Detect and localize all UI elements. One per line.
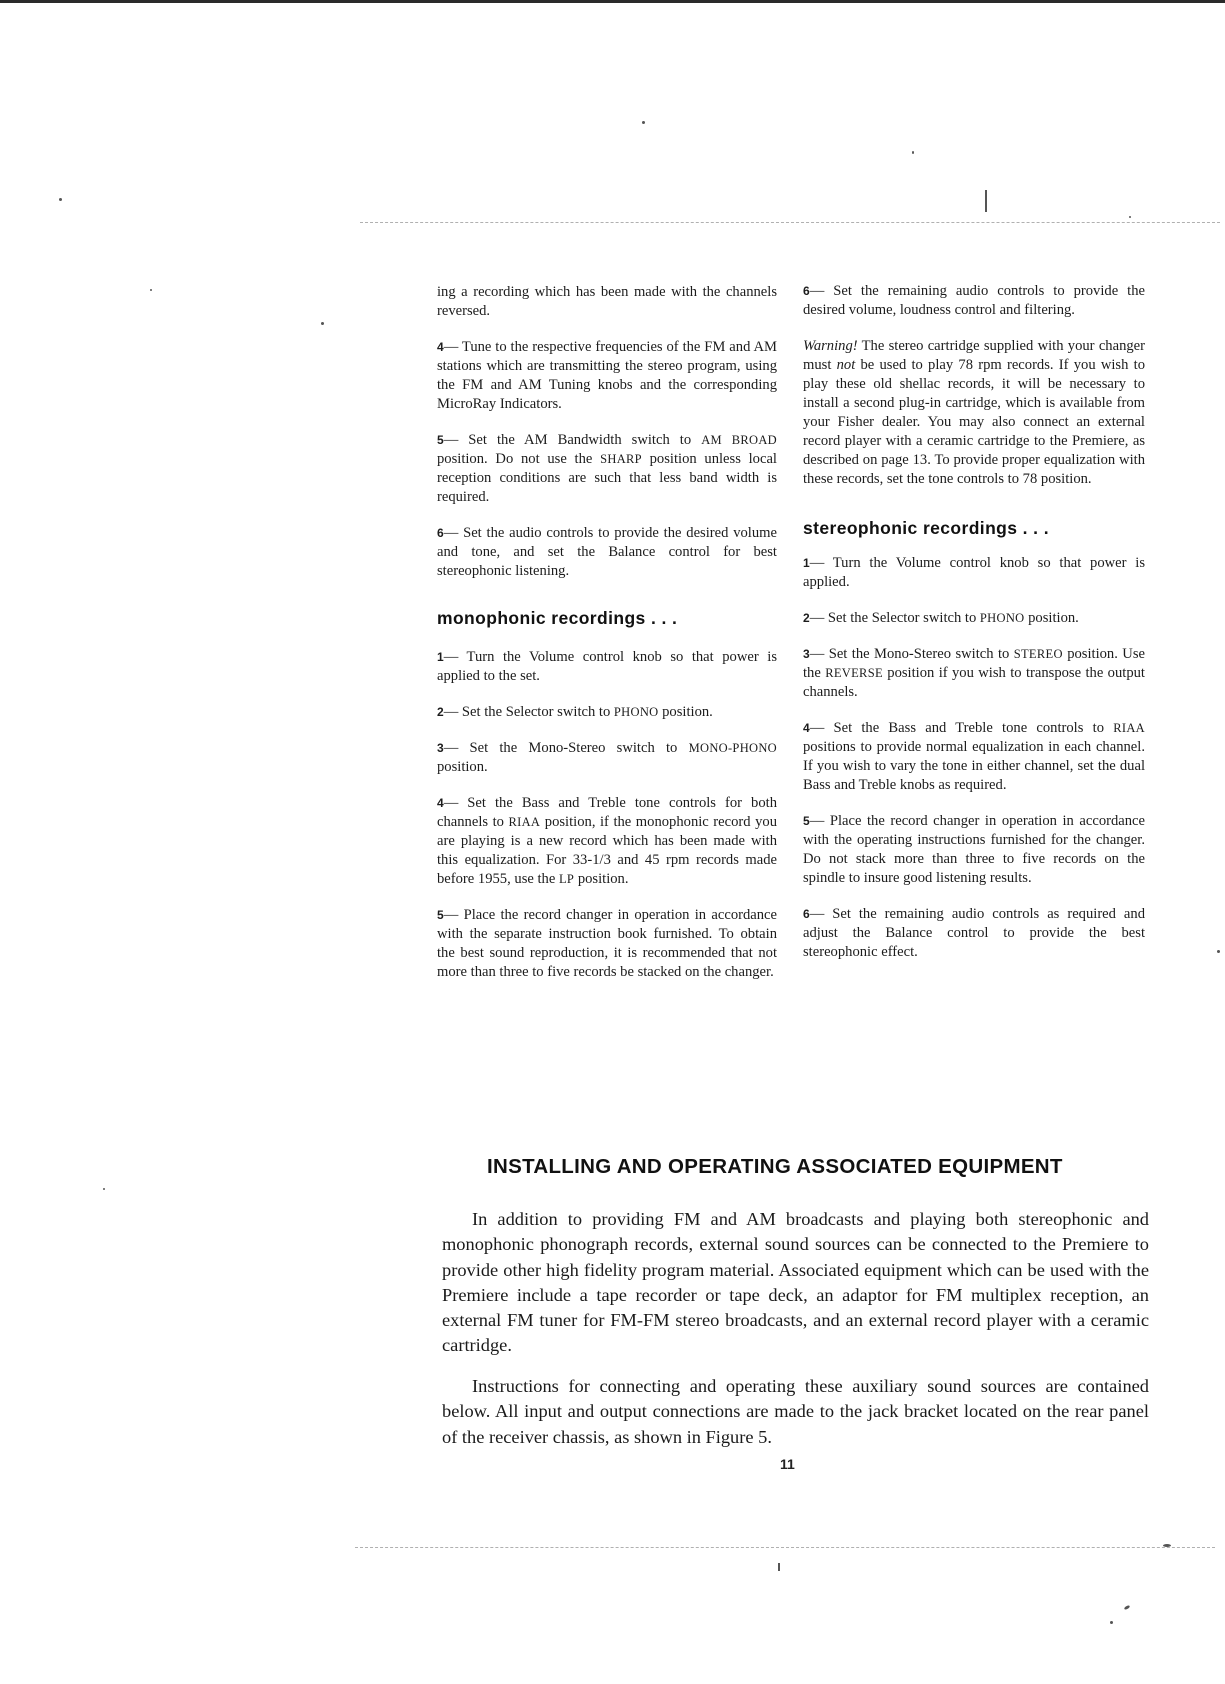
scan-speck [321, 322, 324, 325]
step-5-bandwidth [437, 431, 777, 507]
left-column [437, 283, 777, 999]
step-number: 4 [803, 721, 810, 735]
step-number: 3 [437, 741, 444, 755]
scan-speck [59, 198, 62, 201]
step-number: 3 [803, 647, 810, 661]
step-text: position. Use the [803, 646, 1145, 681]
control-position-label: MONO-PHONO [688, 741, 777, 755]
scan-speck [103, 1188, 105, 1190]
scan-speck [1217, 950, 1220, 953]
step-number: 6 [437, 526, 444, 540]
stereo-step-2 [803, 609, 1145, 628]
stereophonic-subheading: stereophonic recordings . . . [803, 518, 1049, 538]
step-text: — Place the record changer in operation in accordance with the separate instruction book furnished. To obtain the best sound reproduction, it is recommended that not more than three to five records be stacked on the changer. [437, 907, 777, 980]
mono-step-1 [437, 648, 777, 686]
step-number: 5 [803, 814, 810, 828]
control-position-label: REVERSE [825, 666, 883, 680]
control-position-label: LP [558, 872, 575, 886]
step-number: 2 [803, 611, 810, 625]
step-text: — Set the Bass and Treble tone controls to [809, 720, 1114, 736]
step-text: — Turn the Volume control knob so that power is applied. [803, 555, 1145, 590]
stereo-step-3 [803, 645, 1145, 702]
continuation-paragraph: ing a recording which has been made with the channels reversed. [437, 284, 777, 319]
warning-paragraph [803, 337, 1145, 489]
scan-speck [778, 1563, 780, 1571]
warning-label: Warning! [803, 338, 858, 354]
step-text: — Set the Selector switch to [443, 704, 614, 720]
step-text: — Set the Selector switch to [809, 610, 980, 626]
step-6-audio [437, 524, 777, 581]
step-text: position, if the monophonic record you are playing is a new record which has been made with this equalization. For 33-1/3 and 45 rpm records made before 1955, use the [437, 814, 777, 887]
control-position-label: RIAA [1113, 721, 1145, 735]
top-rule [360, 222, 1220, 224]
control-position-label: PHONO [613, 705, 659, 719]
mono-step-5 [437, 906, 777, 982]
scan-speck [642, 121, 645, 124]
mono-step-3 [437, 739, 777, 777]
warning-emphasis: not [836, 357, 856, 373]
mono-step-2 [437, 703, 777, 722]
step-number: 2 [437, 705, 444, 719]
control-position-label: RIAA [508, 815, 541, 829]
intro-paragraph-text: In addition to providing FM and AM broadcasts and playing both stereophonic and monophonic phonograph records, external sound sources can be connected to the Premiere to provide other high fidelity program material. Associated equipment which can be used with the Premiere include a tape recorder or tape deck, an adaptor for FM multiplex reception, an external FM tuner for FM-FM stereo broadcasts, and an external record player with a ceramic cartridge. [442, 1209, 1149, 1356]
step-number: 5 [437, 908, 444, 922]
step-4-tune [437, 338, 777, 414]
stereo-step-6 [803, 905, 1145, 962]
step-text: position if you wish to transpose the output channels. [803, 665, 1145, 700]
step-number: 1 [803, 556, 810, 570]
step-6-remaining-controls [803, 282, 1145, 320]
page-top-edge [0, 0, 1225, 3]
warning-text: The stereo cartridge supplied with your changer must [803, 338, 1145, 373]
step-text: position. [658, 704, 713, 720]
control-position-label: PHONO [979, 611, 1025, 625]
scan-speck [912, 151, 914, 154]
step-text: position. Do not use the [437, 451, 601, 467]
control-position-label: SHARP [600, 452, 642, 466]
scan-speck [1124, 1605, 1131, 1611]
step-text: — Set the Mono-Stereo switch to [809, 646, 1014, 662]
stereo-step-4 [803, 719, 1145, 795]
step-text: — Set the remaining audio controls as required and adjust the Balance control to provide the best stereophonic effect. [803, 906, 1145, 960]
step-text: — Turn the Volume control knob so that power is applied to the set. [437, 649, 777, 684]
step-number: 1 [437, 650, 444, 664]
scan-speck [1129, 216, 1131, 218]
step-text: — Set the Bass and Treble tone controls for both channels to [437, 795, 777, 830]
scan-speck [1110, 1621, 1113, 1624]
scan-speck [1163, 1544, 1171, 1547]
instructions-paragraph-text: Instructions for connecting and operating these auxiliary sound sources are contained below. All input and output connections are made to the jack bracket located on the rear panel of the receiver chassis, as shown in Figure 5. [442, 1376, 1149, 1447]
page-number: 11 [780, 1456, 795, 1472]
monophonic-subheading: monophonic recordings . . . [437, 608, 678, 628]
step-number: 6 [803, 907, 810, 921]
mono-step-4 [437, 794, 777, 889]
step-text: — Set the remaining audio controls to provide the desired volume, loudness control and filtering. [803, 283, 1145, 318]
step-number: 5 [437, 433, 444, 447]
control-position-label: STEREO [1013, 647, 1063, 661]
instructions-paragraph [442, 1374, 1149, 1450]
step-text: position. [1024, 610, 1079, 626]
stereo-step-5 [803, 812, 1145, 888]
step-number: 6 [803, 284, 810, 298]
step-text: position. [574, 871, 629, 887]
section-heading: INSTALLING AND OPERATING ASSOCIATED EQUIPMENT [487, 1155, 1063, 1178]
step-text: — Place the record changer in operation in accordance with the operating instructions furnished for the changer. Do not stack more than three to five records on the spindle to insure good listening results. [803, 813, 1145, 886]
step-text: — Set the AM Bandwidth switch to [443, 432, 702, 448]
bottom-rule [355, 1547, 1215, 1549]
step-number: 4 [437, 340, 444, 354]
step-text: positions to provide normal equalization in each channel. If you wish to vary the tone in either channel, set the dual Bass and Treble knobs as required. [803, 739, 1145, 793]
stereo-step-1 [803, 554, 1145, 592]
step-text: — Set the audio controls to provide the desired volume and tone, and set the Balance control for best stereophonic listening. [437, 525, 777, 579]
step-number: 4 [437, 796, 444, 810]
intro-paragraph [442, 1207, 1149, 1359]
step-text: — Tune to the respective frequencies of the FM and AM stations which are transmitting the stereo program, using the FM and AM Tuning knobs and the corresponding MicroRay Indicators. [437, 339, 777, 412]
control-position-label: AM BROAD [701, 433, 777, 447]
step-text: position unless local reception conditions are such that less band width is required. [437, 451, 777, 505]
scan-speck [985, 190, 987, 212]
step-text: position. [437, 759, 488, 775]
warning-text: be used to play 78 rpm records. If you wish to play these old shellac records, it will be necessary to install a second plug-in cartridge, which is available from your Fisher dealer. You may also connect an external record player with a ceramic cartridge to the Premiere, as described on page 13. To provide proper equalization with these records, set the tone controls to 78 position. [803, 357, 1145, 487]
right-column [803, 282, 1145, 979]
scan-speck [150, 289, 152, 291]
step-text: — Set the Mono-Stereo switch to [443, 740, 689, 756]
